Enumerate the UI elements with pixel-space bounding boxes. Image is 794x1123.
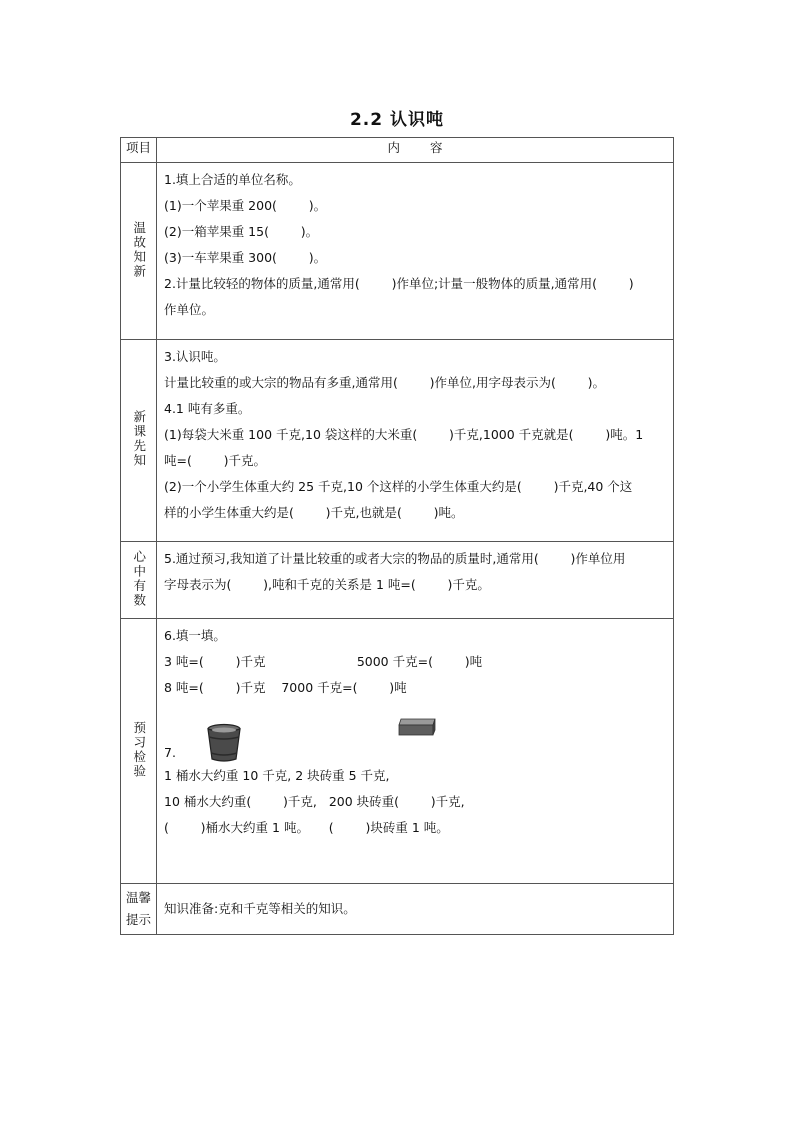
- text-line: 8 吨=( )千克 7000 千克=( )吨: [164, 680, 407, 695]
- text-line: 1 桶水大约重 10 千克, 2 块砖重 5 千克,: [164, 768, 390, 783]
- section-new: [121, 340, 674, 542]
- text-line: 样的小学生体重大约是( )千克,也就是( )吨。: [164, 505, 464, 520]
- text-line: (1)一个苹果重 200( )。: [164, 198, 327, 213]
- text-line: 字母表示为( ),吨和千克的关系是 1 吨=( )千克。: [164, 577, 490, 592]
- text-line: 2.计量比较轻的物体的质量,通常用( )作单位;计量一般物体的质量,通常用( ): [164, 276, 634, 291]
- text-line: 吨=( )千克。: [164, 453, 267, 468]
- text-line: 3 吨=( )千克 5000 千克=( )吨: [164, 654, 483, 669]
- text-line: (2)一个小学生体重大约 25 千克,10 个这样的小学生体重大约是( )千克,40 个这: [164, 479, 633, 494]
- section-content: [157, 542, 674, 619]
- question-number: 7.: [164, 745, 176, 760]
- section-review: [121, 163, 674, 340]
- header-item: 项目: [121, 138, 157, 163]
- text-line: (3)一车苹果重 300( )。: [164, 250, 327, 265]
- text-line: 计量比较重的或大宗的物品有多重,通常用( )作单位,用字母表示为( )。: [164, 375, 606, 390]
- text-line: (2)一箱苹果重 15( )。: [164, 224, 319, 239]
- text-line: ( )桶水大约重 1 吨。 ( )块砖重 1 吨。: [164, 820, 449, 835]
- section-label: 温故知新: [121, 163, 157, 340]
- text-line: 10 桶水大约重( )千克, 200 块砖重( )千克,: [164, 794, 465, 809]
- section-content: [157, 340, 674, 542]
- text-line: 1.填上合适的单位名称。: [164, 172, 301, 187]
- section-label: 心中有数: [121, 542, 157, 619]
- page-title: 2.2 认识吨: [349, 110, 445, 130]
- text-line: 4.1 吨有多重。: [164, 401, 251, 416]
- bucket-icon: [206, 723, 242, 763]
- text-line: 3.认识吨。: [164, 349, 226, 364]
- text-line: 作单位。: [164, 302, 215, 317]
- table-header-row: [121, 138, 674, 163]
- text-line: 5.通过预习,我知道了计量比较重的或者大宗的物品的质量时,通常用( )作单位用: [164, 551, 626, 566]
- text-line: (1)每袋大米重 100 千克,10 袋这样的大米重( )千克,1000 千克就是( )吨。1: [164, 427, 644, 442]
- section-content: [157, 619, 674, 884]
- section-check: [121, 619, 674, 884]
- tip-text: 知识准备:克和千克等相关的知识。: [164, 901, 356, 916]
- question-7-row: [164, 707, 667, 763]
- worksheet-table: [120, 137, 674, 935]
- header-content: 内 容: [157, 138, 674, 163]
- section-content: [157, 884, 674, 935]
- section-mind: [121, 542, 674, 619]
- section-content: [157, 163, 674, 340]
- text-line: 6.填一填。: [164, 628, 226, 643]
- section-label: 温馨 提示: [121, 884, 157, 935]
- brick-icon: [397, 717, 437, 737]
- section-tip: [121, 884, 674, 935]
- section-label: 预习检验: [121, 619, 157, 884]
- section-label: 新课先知: [121, 340, 157, 542]
